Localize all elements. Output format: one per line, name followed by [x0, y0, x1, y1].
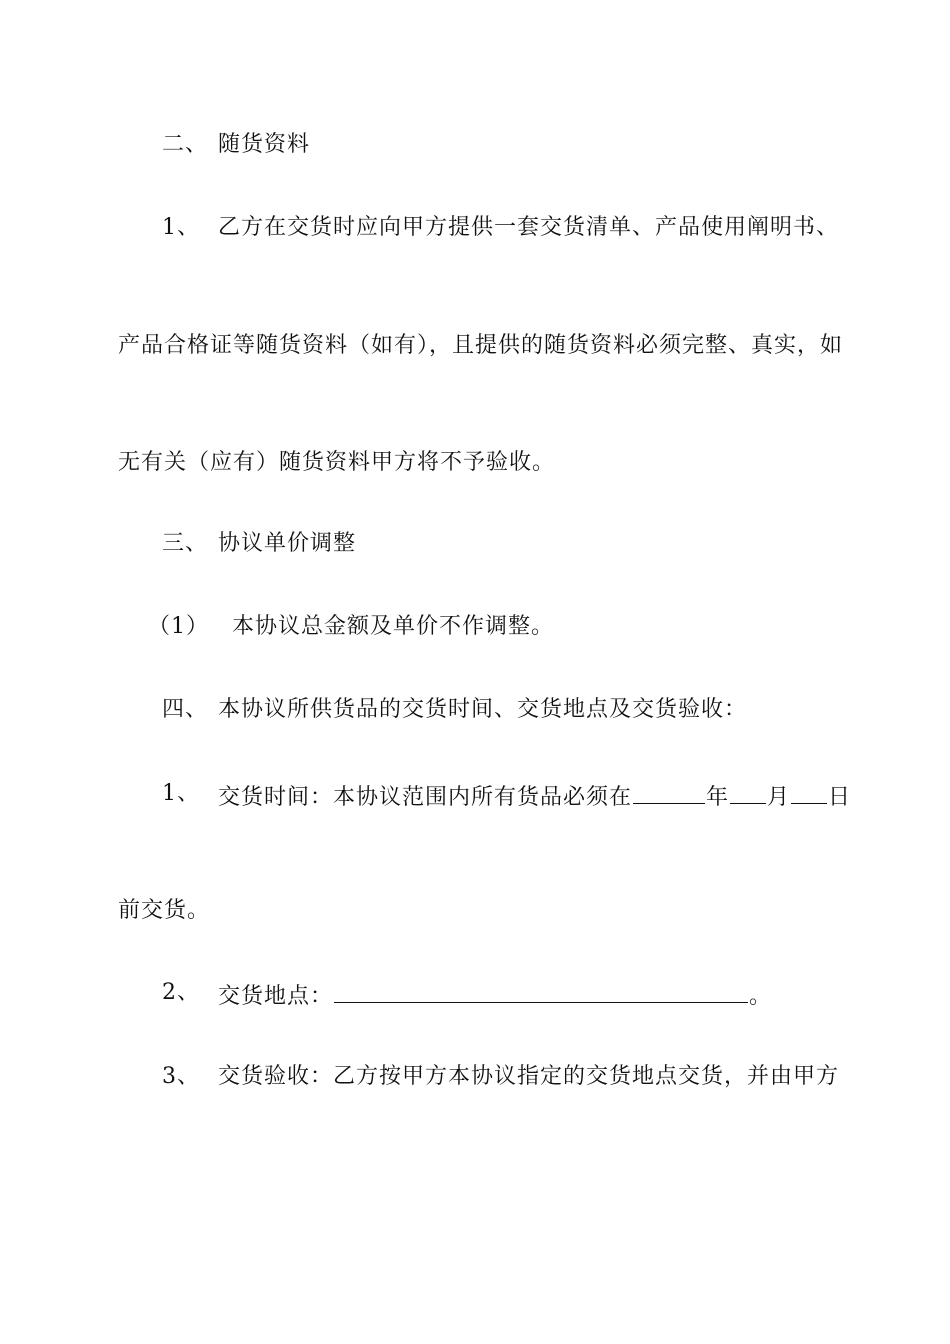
item-number: 3、	[162, 1064, 200, 1089]
section-title: 本协议所供货品的交货时间、交货地点及交货验收：	[218, 697, 748, 722]
delivery-time-prefix: 交货时间：本协议范围内所有货品必须在	[218, 785, 633, 810]
paragraph-text: 前交货。	[118, 898, 211, 923]
day-label: 日	[828, 785, 852, 810]
delivery-place-blank[interactable]	[334, 978, 748, 1003]
delivery-place-suffix: 。	[749, 984, 773, 1009]
section-title: 协议单价调整	[218, 531, 357, 556]
day-blank[interactable]	[791, 779, 827, 804]
paragraph-text: 本协议总金额及单价不作调整。	[232, 614, 555, 639]
year-label: 年	[706, 785, 730, 810]
section-number: 三、	[162, 531, 209, 556]
paragraph-text: 无有关（应有）随货资料甲方将不予验收。	[118, 450, 556, 475]
month-blank[interactable]	[730, 779, 766, 804]
item-number: （1）	[148, 614, 209, 639]
section-number: 二、	[162, 132, 209, 157]
paragraph-text: 交货验收：乙方按甲方本协议指定的交货地点交货，并由甲方	[218, 1064, 840, 1089]
item-number: 1、	[162, 215, 200, 240]
year-blank[interactable]	[633, 779, 705, 804]
delivery-place-prefix: 交货地点：	[218, 984, 334, 1009]
delivery-time-text	[218, 779, 851, 813]
delivery-place-text	[218, 978, 772, 1012]
section-title: 随货资料	[218, 132, 311, 157]
month-label: 月	[767, 785, 791, 810]
item-number: 1、	[162, 781, 200, 806]
item-number: 2、	[162, 980, 200, 1005]
paragraph-text: 产品合格证等随货资料（如有），且提供的随货资料必须完整、真实，如	[118, 333, 844, 358]
paragraph-text: 乙方在交货时应向甲方提供一套交货清单、产品使用阐明书、	[218, 215, 840, 240]
section-number: 四、	[162, 697, 209, 722]
